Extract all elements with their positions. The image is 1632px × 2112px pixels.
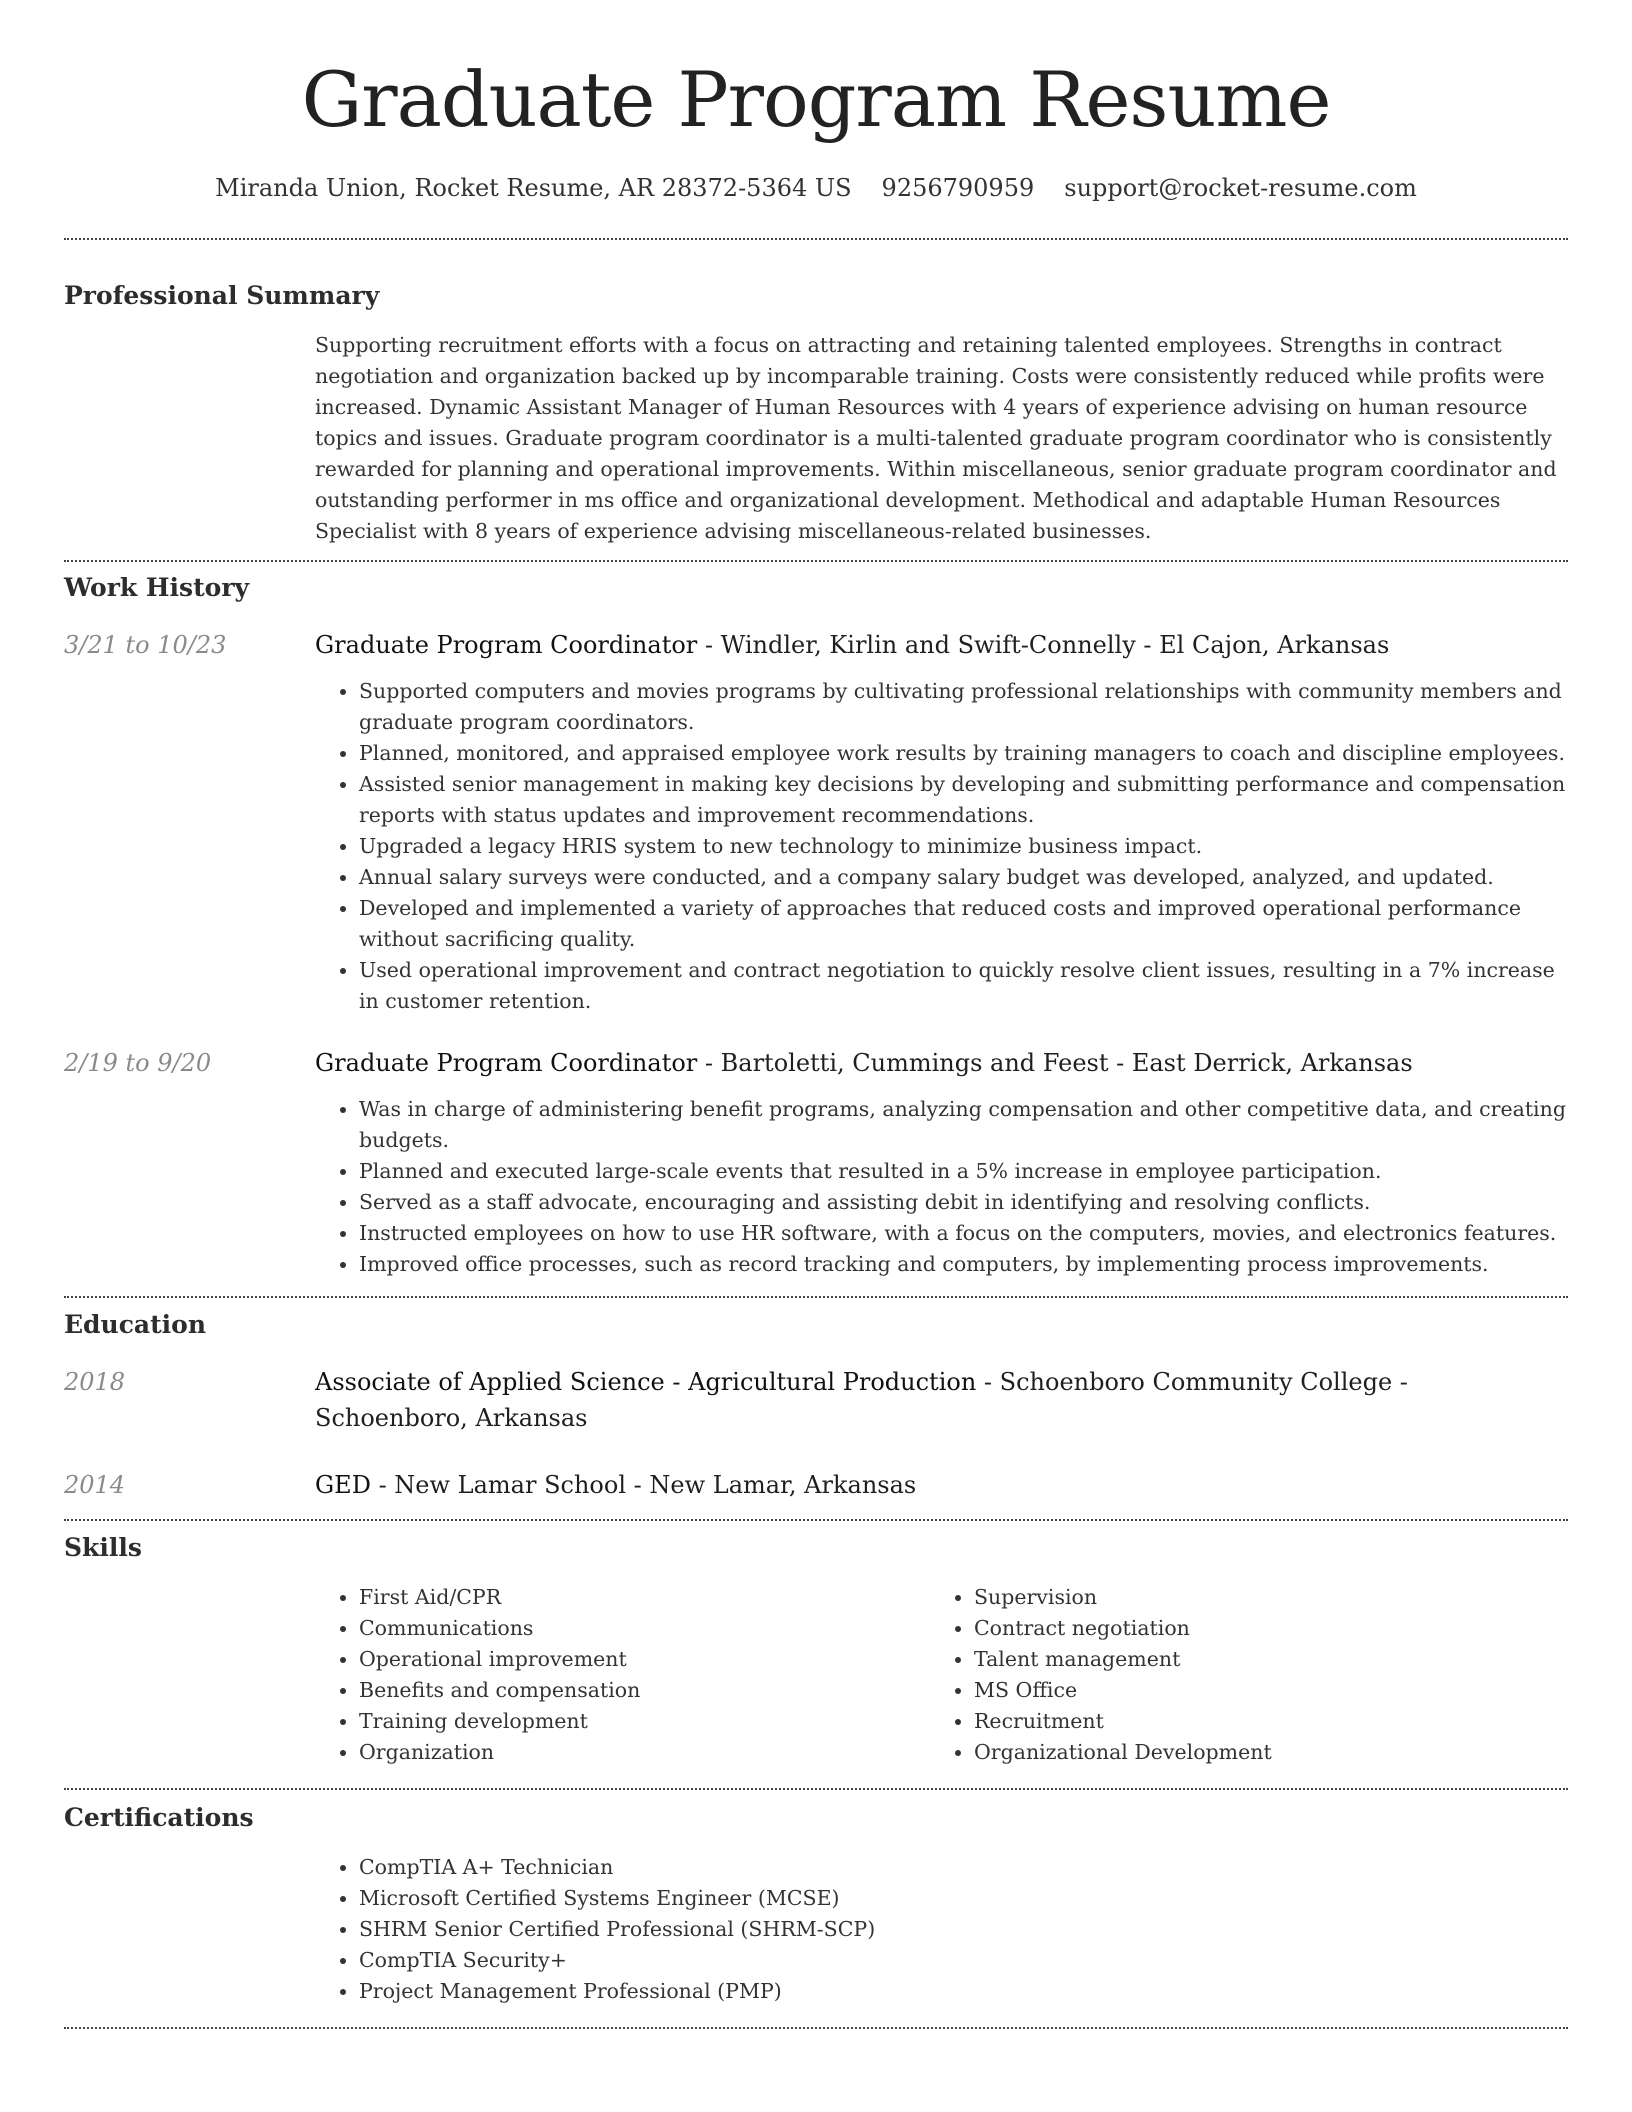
skills-heading: Skills bbox=[64, 1533, 142, 1562]
list-item: • Instructed employees on how to use HR software, with a focus on the computers, movies, and electronics features. bbox=[359, 1218, 1568, 1249]
list-item: • Benefits and compensation bbox=[359, 1675, 930, 1706]
job-entry bbox=[64, 1045, 1568, 1280]
job-title: Graduate Program Coordinator bbox=[315, 631, 698, 659]
list-item: • CompTIA A+ Technician bbox=[359, 1852, 1568, 1883]
list-item: • Used operational improvement and contract negotiation to quickly resolve client issues, resulting in a 7% increase in customer retention. bbox=[359, 955, 1568, 1017]
list-item: • Microsoft Certified Systems Engineer (MCSE) bbox=[359, 1883, 1568, 1914]
education-heading-line bbox=[315, 1467, 1568, 1503]
list-item: • Recruitment bbox=[974, 1706, 1545, 1737]
list-item: • Developed and implemented a variety of approaches that reduced costs and improved operational performance without sacrificing quality. bbox=[359, 893, 1568, 955]
summary-text: Supporting recruitment efforts with a focus on attracting and retaining talented employees. Strengths in contract negotiation and organization backed up by incomparable training. Costs were consistently reduced while profits were increased. Dynamic Assistant Manager of Human Resources with 4 years of experience advising on human resource topics and issues. Graduate program coordinator is a multi-talented graduate program coordinator who is consistently rewarded for planning and operational improvements. Within miscellaneous, senior graduate program coordinator and outstanding performer in ms office and organizational development. Methodical and adaptable Human Resources Specialist with 8 years of experience advising miscellaneous-related businesses. bbox=[315, 333, 1557, 543]
list-item: • Planned and executed large-scale events that resulted in a 5% increase in employee participation. bbox=[359, 1156, 1568, 1187]
list-item: • Project Management Professional (PMP) bbox=[359, 1976, 1568, 2007]
list-item: • Organization bbox=[359, 1737, 930, 1768]
job-title: Graduate Program Coordinator bbox=[315, 1049, 698, 1077]
work-section bbox=[64, 562, 1568, 1280]
list-item: • Assisted senior management in making key decisions by developing and submitting performance and compensation reports with status updates and improvement recommendations. bbox=[359, 769, 1568, 831]
certifications-section bbox=[64, 1790, 1568, 2007]
list-item: • Was in charge of administering benefit programs, analyzing compensation and other competitive data, and creating budgets. bbox=[359, 1094, 1568, 1156]
list-item: • First Aid/CPR bbox=[359, 1582, 930, 1613]
job-dates: 2/19 to 9/20 bbox=[64, 1049, 212, 1077]
job-heading bbox=[315, 1045, 1568, 1081]
skills-column-left bbox=[315, 1582, 930, 1768]
job-heading bbox=[315, 627, 1568, 663]
list-item: • Organizational Development bbox=[974, 1737, 1545, 1768]
list-item: • Improved office processes, such as record tracking and computers, by implementing process improvements. bbox=[359, 1249, 1568, 1280]
contact-email: support@rocket-resume.com bbox=[1064, 174, 1417, 202]
list-item: • Supervision bbox=[974, 1582, 1545, 1613]
skills-list bbox=[315, 1582, 930, 1768]
job-entry bbox=[64, 627, 1568, 1017]
contact-line bbox=[64, 172, 1568, 204]
list-item: • Contract negotiation bbox=[974, 1613, 1545, 1644]
job-employer: - Windler, Kirlin and Swift-Connelly - El Cajon, Arkansas bbox=[697, 631, 1390, 659]
skills-columns bbox=[315, 1582, 1568, 1768]
contact-address: Miranda Union, Rocket Resume, AR 28372-5364 US bbox=[215, 174, 852, 202]
certifications-heading: Certifications bbox=[64, 1803, 254, 1832]
resume-title: Graduate Program Resume bbox=[301, 55, 1331, 144]
resume-page bbox=[64, 0, 1568, 2029]
list-item: • Training development bbox=[359, 1706, 930, 1737]
education-year: 2014 bbox=[64, 1471, 126, 1499]
summary-section bbox=[64, 240, 1568, 547]
education-section bbox=[64, 1298, 1568, 1503]
list-item: • Annual salary surveys were conducted, and a company salary budget was developed, analyzed, and updated. bbox=[359, 862, 1568, 893]
job-dates: 3/21 to 10/23 bbox=[64, 631, 227, 659]
work-heading: Work History bbox=[64, 573, 250, 602]
list-item: • MS Office bbox=[974, 1675, 1545, 1706]
education-entry bbox=[64, 1467, 1568, 1503]
list-item: • Upgraded a legacy HRIS system to new technology to minimize business impact. bbox=[359, 831, 1568, 862]
certifications-list bbox=[315, 1852, 1568, 2007]
education-heading-line bbox=[315, 1364, 1568, 1436]
school-info: - Schoenboro Community College - Schoenboro, Arkansas bbox=[315, 1368, 1408, 1432]
education-year: 2018 bbox=[64, 1368, 126, 1396]
degree-title: GED bbox=[315, 1471, 371, 1499]
degree-title: Associate of Applied Science - Agricultural Production bbox=[315, 1368, 977, 1396]
skills-section bbox=[64, 1521, 1568, 1768]
job-employer: - Bartoletti, Cummings and Feest - East Derrick, Arkansas bbox=[697, 1049, 1413, 1077]
skills-column-right bbox=[930, 1582, 1545, 1768]
education-entry bbox=[64, 1364, 1568, 1436]
certifications-body bbox=[315, 1852, 1568, 2007]
list-item: • SHRM Senior Certified Professional (SHRM-SCP) bbox=[359, 1914, 1568, 1945]
job-bullets bbox=[315, 1094, 1568, 1280]
list-item: • Supported computers and movies programs by cultivating professional relationships with community members and graduate program coordinators. bbox=[359, 676, 1568, 738]
list-item: • Operational improvement bbox=[359, 1644, 930, 1675]
school-info: - New Lamar School - New Lamar, Arkansas bbox=[370, 1471, 917, 1499]
contact-phone: 9256790959 bbox=[881, 174, 1035, 202]
list-item: • CompTIA Security+ bbox=[359, 1945, 1568, 1976]
section-divider bbox=[64, 2027, 1568, 2029]
list-item: • Communications bbox=[359, 1613, 930, 1644]
skills-list bbox=[930, 1582, 1545, 1768]
list-item: • Talent management bbox=[974, 1644, 1545, 1675]
education-heading: Education bbox=[64, 1310, 207, 1339]
list-item: • Planned, monitored, and appraised employee work results by training managers to coach and discipline employees. bbox=[359, 738, 1568, 769]
list-item: • Served as a staff advocate, encouraging and assisting debit in identifying and resolving conflicts. bbox=[359, 1187, 1568, 1218]
job-bullets bbox=[315, 676, 1568, 1017]
summary-heading: Professional Summary bbox=[64, 281, 380, 310]
